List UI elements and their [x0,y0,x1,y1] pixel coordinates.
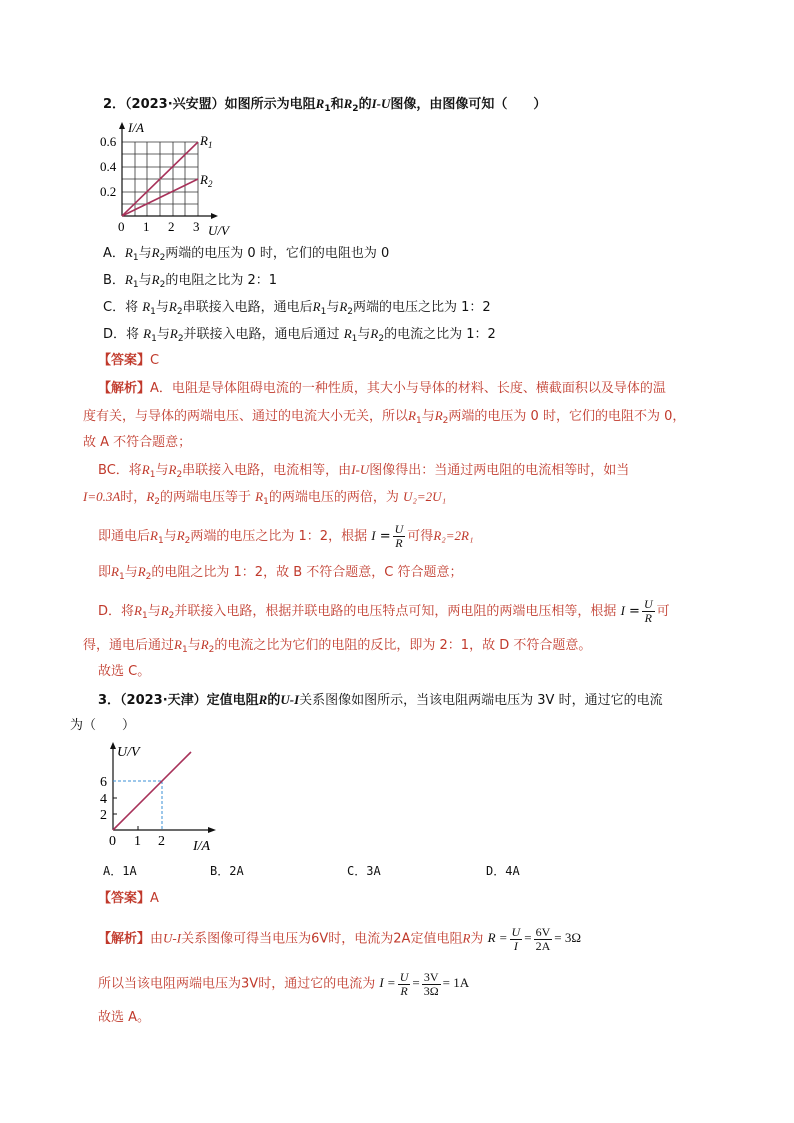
q3-x-arrow-icon [208,827,216,833]
analysis-text: BC．将 [98,463,142,478]
q2-r2: R [343,96,353,111]
q2-option-a: A．$R_1$与$R_2$两端的电压为 0 时，它们的电阻也为 0 [103,245,390,263]
q2-option-b: B．$R_1$与$R_2$的电阻之比为 2：1 [103,272,277,290]
analysis-label: 【解析】 [98,381,151,396]
analysis-text: 两端的电压为 0 时，它们的电阻不为 0， [448,409,686,424]
analysis-text: 的两端电压等于 [160,490,252,505]
q2-iu: I-U [371,96,391,111]
formula-den: I [513,939,518,953]
analysis-text: 3V [241,976,259,992]
conclusion-text: 故选 C。 [98,664,151,679]
q3-x-tick: 2 [158,834,165,849]
q3-header-tail: 关系图像如图所示，当该电阻两端电压为 3V 时，通过它的电流 [299,693,663,708]
formula-lhs: I = [379,975,396,991]
formula-result: = 3Ω [554,930,581,946]
q3-header-text: 3．（2023·天津）定值电阻 [98,693,259,708]
formula-result: = 1A [442,975,470,991]
q3-option-d: D．4A [486,864,520,878]
q2-bc-line2: I=0.3A时，$R_2$的两端电压等于 $R_1$的两端电压的两倍，为 U₂=2U₁ [83,489,447,507]
formula-den: 2A [535,939,551,953]
analysis-text: 的两端电压的两倍，为 [268,490,399,505]
option-letter: B． [103,273,125,288]
option-text: 两端的电压之比为 1：2 [353,300,491,315]
formula-eq: = [524,930,532,946]
analysis-text: R [462,930,471,946]
q2-x-tick: 2 [168,219,175,234]
analysis-text: 定值电阻 [410,931,463,947]
analysis-text: 可 [656,604,670,619]
analysis-text: 即 [98,565,112,580]
analysis-text: 所以当该电阻两端电压为 [98,976,242,992]
q2-r2-sub: 2 [352,104,359,114]
q2-y-tick: 0.6 [100,134,117,149]
option-text: 串联接入电路，通电后 [182,300,313,315]
q3-x-label: I/A [193,839,211,854]
q3-y-label: U/V [117,745,140,760]
q3-y-arrow-icon [110,742,116,749]
option-letter: C．将 [103,300,139,315]
analysis-text: A．电阻是导体阻碍电流的一种性质，其大小与导体的材料、长度、横截面积以及导体的温 [150,381,666,396]
analysis-text: 时， [120,490,147,505]
q2-r1: R [315,96,325,111]
formula-num: 3V [423,970,439,984]
q3-option-c: C．3A [347,864,381,878]
analysis-text: 并联接入电路，根据并联电路的电压特点可知，两电阻的两端电压相等，根据 [174,604,617,619]
q2-x-tick: 3 [193,219,200,234]
analysis-text: 得，通电后通过 [83,638,175,653]
q3-ui-chart [95,737,225,855]
q3-header-line2 [70,718,135,734]
q2-r1-label: $R_1$ [200,133,213,150]
analysis-text: 的电阻之比为 1：2，故 B 不符合题意，C 符合题意； [151,565,463,580]
q3-y-tick: 4 [100,792,107,807]
q2-option-c: C．将 $R_1$与$R_2$串联接入电路，通电后$R_1$与$R_2$两端的电压之比为 1：2 [103,299,491,317]
analysis-text: 2A [393,931,411,947]
q2-de: 的 [358,97,372,112]
q3-y-tick: 6 [100,775,107,790]
q3-formula1 [487,925,581,953]
analysis-text: 即通电后 [98,529,151,544]
formula-den: 3Ω [423,984,439,998]
q3-analysis-line2 [98,971,469,998]
q2-conclusion [98,664,150,680]
answer-value: A [150,891,159,906]
q2-y-tick: 0.4 [100,159,117,174]
option-text: 的电阻之比为 2：1 [165,273,277,288]
analysis-text: R₂=2R₁ [433,528,474,543]
analysis-text: 时，通过它的电流为 [258,976,376,992]
analysis-text: 的电流之比为它们的电阻的反比，即为 2：1，故 D 不符合题意。 [214,638,592,653]
q3-analysis-line1 [98,926,581,953]
option-letter: D．将 [103,327,140,342]
answer-value: C [150,353,160,368]
conclusion-text: 故选 A。 [98,1010,151,1025]
option-text: 两端的电压为 0 时，它们的电阻也为 0 [165,246,390,261]
analysis-text: U₂=2U₁ [403,489,447,504]
analysis-label: 【解析】 [98,931,151,947]
q2-bc-line1: BC．将$R_1$与$R_2$串联接入电路，电流相等，由I-U图像得出：当通过两电阻的电流相等时，如当 [98,462,630,480]
q2-x-arrow-icon [211,213,218,219]
q2-bc-line4: 即$R_1$与$R_2$的电阻之比为 1：2，故 B 不符合题意，C 符合题意； [98,564,463,582]
formula-num: U [511,925,521,939]
q3-header-text2: 为（ ） [70,718,136,733]
analysis-text: 图像得出：当通过两电阻的电流相等时，如当 [369,463,630,478]
analysis-text: 故 A 不符合题意； [83,435,192,450]
answer-label: 【答案】 [98,353,151,368]
q2-and: 和 [330,97,344,112]
ohms-law-fraction: $\frac{U}{R}$ [394,522,404,550]
option-text: 的电流之比为 1：2 [384,327,496,342]
formula-num: U [399,970,409,984]
analysis-text: 为 [470,931,484,947]
q3-option-a: A．1A [103,864,137,878]
q3-option-b: B．2A [210,864,244,878]
q3-y-tick: 2 [100,808,107,823]
q2-d-line1: D．将$R_1$与$R_2$并联接入电路，根据并联电路的电压特点可知，两电阻的两端电压相等，根据 I = $\frac{U}{R}$ 可 [98,597,670,625]
ohms-law-fraction: $\frac{U}{R}$ [643,597,653,625]
q3-x-tick: 0 [109,834,116,849]
q2-y-label: I/A [128,120,144,135]
q2-r2-label: $R_2$ [200,172,213,189]
analysis-text: 串联接入电路，电流相等，由 [182,463,352,478]
q2-header [103,96,546,115]
analysis-text: 6V [311,931,329,947]
q2-x-label: U/V [208,223,229,238]
answer-label: 【答案】 [98,891,151,906]
analysis-text: 可得 [407,529,434,544]
formula-lhs: R = [487,930,508,946]
analysis-text: 时，电流为 [328,931,394,947]
q3-conclusion [98,1010,150,1026]
analysis-text: U-I [163,930,182,946]
q2-header-tail: 图像，由图像可知（ ） [390,97,547,112]
q2-y-arrow-icon [119,122,125,129]
q2-x-tick: 0 [118,219,125,234]
q2-r1-sub: 1 [324,104,331,114]
formula-den: R [400,984,408,998]
q3-r: R [258,692,268,707]
formula-eq: = [412,975,420,991]
q2-analysis-line1 [98,381,666,397]
q3-mid: 的 [267,693,281,708]
analysis-text: 由 [150,931,164,947]
q3-answer [98,891,159,907]
analysis-text: 度有关，与导体的两端电压、通过的电流大小无关，所以 [83,409,409,424]
q2-answer [98,353,159,369]
option-text: 并联接入电路，通电后通过 [183,327,340,342]
analysis-text: D．将 [98,604,135,619]
q3-ui: U-I [280,692,300,707]
q3-header [98,692,663,709]
q2-bc-line3: 即通电后$R_1$与$R_2$两端的电压之比为 1：2，根据 I = $\frac{U}{R}$ 可得R₂=2R₁ [98,522,474,550]
q3-line-r [113,752,191,830]
q2-option-d: D．将 $R_1$与$R_2$并联接入电路，通电后通过 $R_1$与$R_2$的电流之比为 1：2 [103,326,496,344]
formula-num: 6V [535,925,551,939]
analysis-text: I=0.3A [83,489,121,504]
analysis-text: 关系图像可得当电压为 [181,931,312,947]
q2-y-tick: 0.2 [100,184,117,199]
q2-iu-chart [98,115,288,240]
q2-analysis-line3 [83,435,191,451]
q2-x-tick: 1 [143,219,150,234]
option-letter: A． [103,246,125,261]
q2-analysis-line2: 度有关，与导体的两端电压、通过的电流大小无关，所以$R_1$与$R_2$两端的电压为 0 时，它们的电阻不为 0， [83,408,686,426]
q2-header-text: 2．（2023·兴安盟）如图所示为电阻 [103,97,316,112]
analysis-text: 两端的电压之比为 1：2，根据 [190,529,368,544]
q3-x-tick: 1 [134,834,141,849]
q2-d-line2: 得，通电后通过$R_1$与$R_2$的电流之比为它们的电阻的反比，即为 2：1，故 D 不符合题意。 [83,637,592,655]
